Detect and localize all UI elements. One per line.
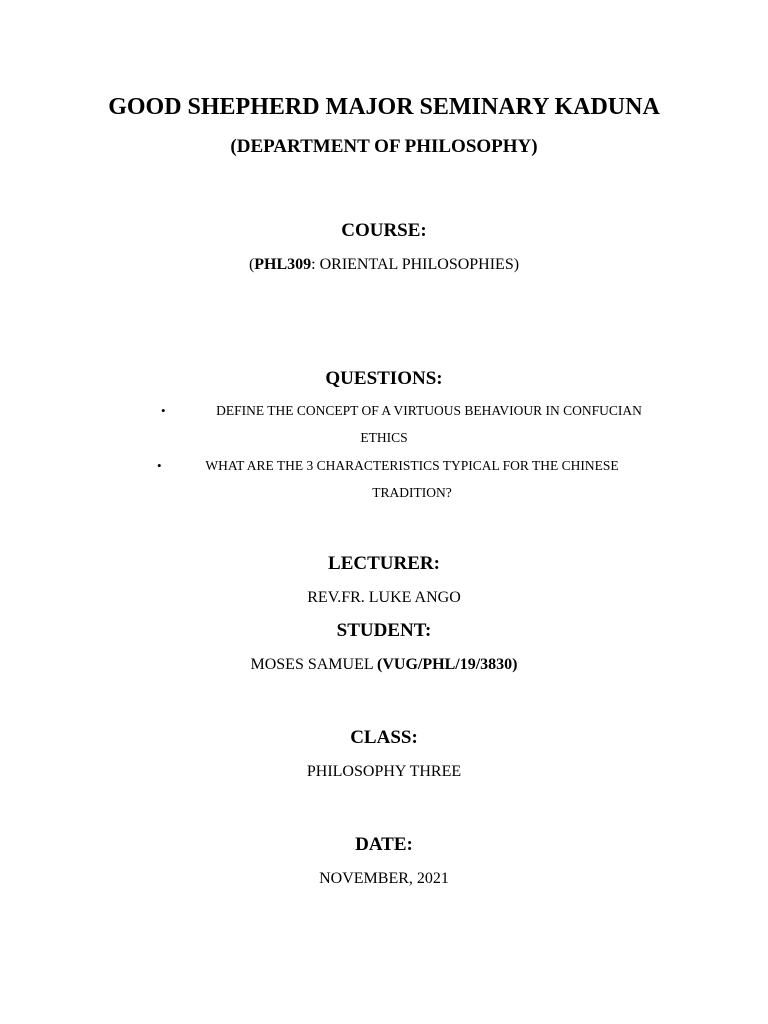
question-2-line-2: TRADITION? (372, 485, 452, 500)
course-open-paren: ( (248, 256, 255, 273)
course-code: PHL309 (254, 256, 312, 273)
course-value (0, 256, 768, 274)
question-1-line-2: ETHICS (360, 430, 408, 445)
bullet-marker: • (161, 403, 166, 418)
class-heading: CLASS: (350, 727, 418, 748)
bullet-marker: • (157, 458, 162, 473)
class-value: PHILOSOPHY THREE (306, 763, 462, 780)
questions-heading: QUESTIONS: (325, 368, 443, 389)
student-reg-no: (VUG/PHL/19/3830) (377, 656, 518, 673)
student-name: MOSES SAMUEL (250, 656, 374, 673)
question-1-line-1: DEFINE THE CONCEPT OF A VIRTUOUS BEHAVIOUR IN CONFUCIAN (216, 403, 642, 418)
lecturer-name: REV.FR. LUKE ANGO (307, 589, 461, 606)
student-value (0, 656, 768, 674)
course-heading: COURSE: (341, 220, 427, 241)
student-heading: STUDENT: (336, 620, 432, 641)
institution-title: GOOD SHEPHERD MAJOR SEMINARY KADUNA (108, 94, 660, 120)
date-value: NOVEMBER, 2021 (319, 870, 449, 887)
question-2-line-1: WHAT ARE THE 3 CHARACTERISTICS TYPICAL FOR THE CHINESE (205, 458, 619, 473)
department-subtitle: (DEPARTMENT OF PHILOSOPHY) (230, 136, 538, 157)
date-heading: DATE: (355, 834, 413, 855)
lecturer-heading: LECTURER: (328, 553, 440, 574)
course-title: : ORIENTAL PHILOSOPHIES) (311, 256, 520, 273)
